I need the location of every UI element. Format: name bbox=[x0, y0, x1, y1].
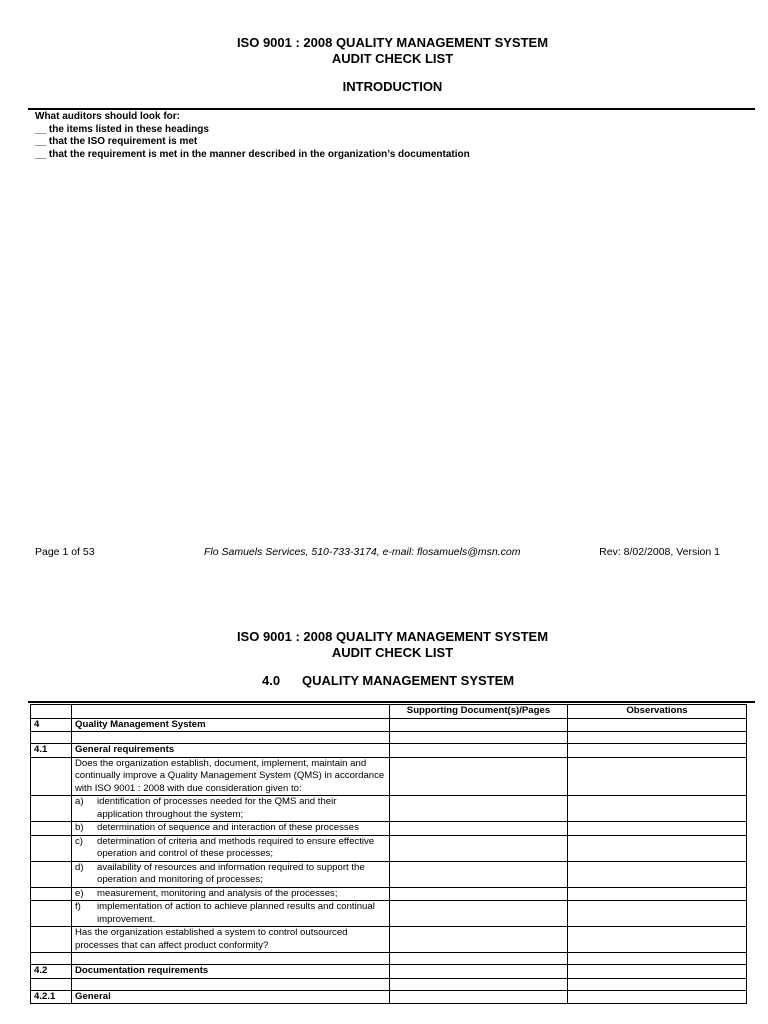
item-text: determination of criteria and methods required to ensure effective operation and control of these processes; bbox=[97, 835, 375, 859]
page2-section-heading bbox=[262, 673, 514, 688]
observations-cell[interactable] bbox=[568, 861, 747, 887]
item-letter: a) bbox=[75, 796, 84, 807]
supporting-docs-cell[interactable] bbox=[390, 901, 568, 927]
observations-cell[interactable] bbox=[568, 744, 747, 758]
page2-divider bbox=[28, 701, 755, 703]
supporting-docs-cell[interactable] bbox=[390, 887, 568, 901]
observations-cell[interactable] bbox=[568, 822, 747, 836]
supporting-docs-cell[interactable] bbox=[390, 757, 568, 796]
table-row-blank bbox=[31, 953, 747, 965]
header-cell bbox=[31, 705, 72, 719]
observations-cell[interactable] bbox=[568, 901, 747, 927]
item-letter: b) bbox=[75, 822, 84, 833]
observations-cell[interactable] bbox=[568, 887, 747, 901]
observations-cell[interactable] bbox=[568, 965, 747, 979]
observations-cell[interactable] bbox=[568, 927, 747, 953]
table-row bbox=[31, 990, 747, 1004]
clause-number: 4 bbox=[31, 718, 72, 732]
observations-cell[interactable] bbox=[568, 835, 747, 861]
table-row-blank bbox=[31, 732, 747, 744]
supporting-docs-cell[interactable] bbox=[390, 718, 568, 732]
header-observations: Observations bbox=[568, 705, 747, 719]
table-row bbox=[31, 927, 747, 953]
item-letter: c) bbox=[75, 835, 83, 847]
supporting-docs-cell[interactable] bbox=[390, 744, 568, 758]
supporting-docs-cell[interactable] bbox=[390, 990, 568, 1004]
clause-number: 4.2.1 bbox=[31, 990, 72, 1004]
table-header-row bbox=[31, 705, 747, 719]
page2-title-line1: ISO 9001 : 2008 QUALITY MANAGEMENT SYSTEM bbox=[236, 629, 549, 644]
page1-section-title: INTRODUCTION bbox=[342, 79, 443, 94]
intro-item: __ that the requirement is met in the manner described in the organization’s documentation bbox=[35, 148, 470, 160]
audit-checklist-table bbox=[30, 704, 747, 1004]
supporting-docs-cell[interactable] bbox=[390, 965, 568, 979]
question-text: Does the organization establish, document, implement, maintain and continually improve a Quality Management System (QMS) in accordance with ISO 9001 : 2008 with due consideration given to: bbox=[72, 757, 390, 796]
footer-contact: Flo Samuels Services, 510-733-3174, e-mail: flosamuels@msn.com bbox=[204, 546, 521, 558]
footer-page-number: Page 1 of 53 bbox=[35, 546, 95, 558]
observations-cell[interactable] bbox=[568, 757, 747, 796]
table-row bbox=[31, 796, 747, 822]
table-row bbox=[31, 718, 747, 732]
supporting-docs-cell[interactable] bbox=[390, 822, 568, 836]
table-row bbox=[31, 965, 747, 979]
item-letter: e) bbox=[75, 887, 84, 899]
clause-title: General requirements bbox=[72, 744, 390, 758]
clause-title: Documentation requirements bbox=[72, 965, 390, 979]
intro-block bbox=[35, 111, 470, 161]
supporting-docs-cell[interactable] bbox=[390, 927, 568, 953]
item-letter: f) bbox=[75, 901, 81, 912]
clause-title: General bbox=[72, 990, 390, 1004]
item-text: identification of processes needed for the QMS and their application throughout the system; bbox=[97, 796, 337, 820]
page1-title-line1: ISO 9001 : 2008 QUALITY MANAGEMENT SYSTEM bbox=[236, 35, 549, 50]
page1-divider bbox=[28, 108, 755, 110]
intro-heading: What auditors should look for: bbox=[35, 111, 180, 122]
item-text: implementation of action to achieve planned results and continual improvement. bbox=[97, 901, 375, 925]
supporting-docs-cell[interactable] bbox=[390, 861, 568, 887]
footer-revision: Rev: 8/02/2008, Version 1 bbox=[599, 546, 720, 558]
item-letter: d) bbox=[75, 861, 84, 873]
item-text: availability of resources and information required to support the operation and monitoring of processes; bbox=[97, 861, 365, 885]
header-cell bbox=[72, 705, 390, 719]
intro-item: __ the items listed in these headings bbox=[35, 123, 209, 135]
table-row bbox=[31, 757, 747, 796]
section-title: QUALITY MANAGEMENT SYSTEM bbox=[302, 673, 515, 688]
page2-title-line2: AUDIT CHECK LIST bbox=[331, 645, 454, 660]
item-text: determination of sequence and interaction of these processes bbox=[97, 822, 359, 833]
section-number: 4.0 bbox=[262, 673, 281, 688]
header-supporting-docs: Supporting Document(s)/Pages bbox=[390, 705, 568, 719]
item-text: measurement, monitoring and analysis of the processes; bbox=[97, 887, 338, 899]
supporting-docs-cell[interactable] bbox=[390, 835, 568, 861]
clause-title: Quality Management System bbox=[72, 718, 390, 732]
table-row bbox=[31, 744, 747, 758]
table-row bbox=[31, 901, 747, 927]
clause-number: 4.2 bbox=[31, 965, 72, 979]
observations-cell[interactable] bbox=[568, 990, 747, 1004]
supporting-docs-cell[interactable] bbox=[390, 796, 568, 822]
intro-item: __ that the ISO requirement is met bbox=[35, 136, 198, 148]
table-row bbox=[31, 861, 747, 887]
observations-cell[interactable] bbox=[568, 718, 747, 732]
clause-number: 4.1 bbox=[31, 744, 72, 758]
table-row-blank bbox=[31, 978, 747, 990]
table-row bbox=[31, 835, 747, 861]
table-row bbox=[31, 887, 747, 901]
observations-cell[interactable] bbox=[568, 796, 747, 822]
page1-title-line2: AUDIT CHECK LIST bbox=[331, 51, 454, 66]
question-text: Has the organization established a system to control outsourced processes that can affect product conformity? bbox=[72, 927, 390, 953]
table-row bbox=[31, 822, 747, 836]
